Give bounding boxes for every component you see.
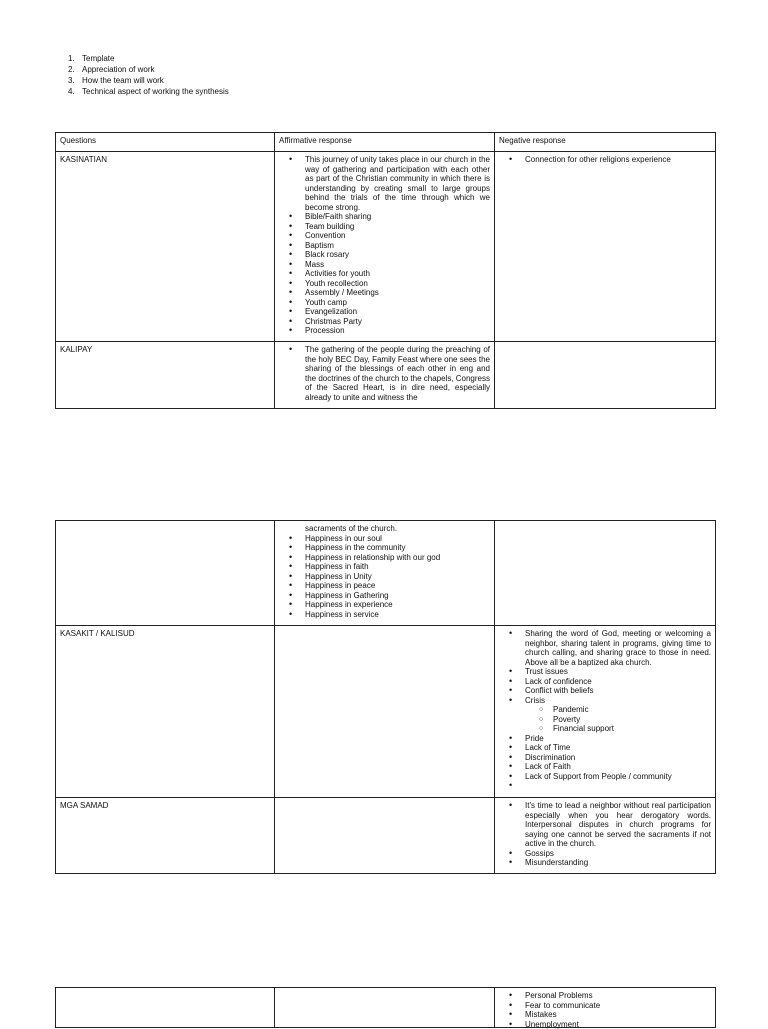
- list-item: • Happiness in experience: [279, 600, 490, 610]
- continuation-text: sacraments of the church.: [279, 524, 490, 534]
- list-item: • Gossips: [499, 849, 711, 859]
- list-item: • Fear to communicate: [499, 1001, 711, 1011]
- list-item: • Unemployment: [499, 1020, 711, 1029]
- row-label: KASAKIT / KALISUD: [56, 626, 275, 798]
- affirmative-list: [279, 155, 490, 336]
- list-item: • Happiness in the community: [279, 543, 490, 553]
- affirmative-list: [279, 534, 490, 620]
- list-item: • Christmas Party: [279, 317, 490, 327]
- row-label: KALIPAY: [56, 342, 275, 409]
- table-row-kalipay: [56, 342, 716, 409]
- table-header-row: [56, 133, 716, 152]
- list-item: • Sharing the word of God, meeting or welcoming a neighbor, sharing talent in programs, giving time to church calling, and sharing grace to those in need. Above all be a baptized aka church.: [499, 629, 711, 667]
- table-row-kasakit: [56, 626, 716, 798]
- negative-list: [499, 155, 711, 165]
- list-item: • Conflict with beliefs: [499, 686, 711, 696]
- list-item: • Lack of Support from People / community: [499, 772, 711, 782]
- negative-cell: [495, 521, 716, 626]
- table-row-kalipay-continued: [56, 521, 716, 626]
- row-label: [56, 521, 275, 626]
- list-item: • Crisis ○ Pandemic ○ Poverty ○ Financial support: [499, 696, 711, 734]
- negative-list: [499, 629, 711, 791]
- list-item: • Activities for youth: [279, 269, 490, 279]
- negative-cell: [495, 988, 716, 1028]
- negative-cell: [495, 342, 716, 409]
- list-item: • Personal Problems: [499, 991, 711, 1001]
- list-item: • Lack of confidence: [499, 677, 711, 687]
- affirmative-cell: [275, 152, 495, 342]
- list-item: • Youth camp: [279, 298, 490, 308]
- list-item: • Lack of Faith: [499, 762, 711, 772]
- sub-list-item: ○ Pandemic: [525, 705, 711, 715]
- list-item: • Convention: [279, 231, 490, 241]
- agenda-item: 1. Template: [68, 53, 229, 64]
- list-item: • Happiness in service: [279, 610, 490, 620]
- negative-list: [499, 801, 711, 868]
- list-item: • Youth recollection: [279, 279, 490, 289]
- negative-cell: [495, 626, 716, 798]
- list-item: • Connection for other religions experience: [499, 155, 711, 165]
- list-item: • Mass: [279, 260, 490, 270]
- affirmative-cell: [275, 988, 495, 1028]
- list-item: • Misunderstanding: [499, 858, 711, 868]
- affirmative-cell: [275, 626, 495, 798]
- list-item: • Team building: [279, 222, 490, 232]
- list-item: • Trust issues: [499, 667, 711, 677]
- row-label: KASINATIAN: [56, 152, 275, 342]
- list-item: • Lack of Time: [499, 743, 711, 753]
- header-affirmative: Affirmative response: [275, 133, 495, 152]
- agenda-item: 3. How the team will work: [68, 75, 229, 86]
- negative-list: [499, 991, 711, 1029]
- header-negative: Negative response: [495, 133, 716, 152]
- affirmative-cell: [275, 342, 495, 409]
- sub-list-item: ○ Financial support: [525, 724, 711, 734]
- negative-cell: [495, 152, 716, 342]
- responses-table-page-1: [55, 132, 716, 409]
- agenda-list: [68, 53, 229, 97]
- list-item: [499, 781, 711, 791]
- list-item: • It's time to lead a neighbor without real participation especially when you hear derogatory words. Interpersonal disputes in church programs for saying one cannot be served the sacraments if not active in the church.: [499, 801, 711, 849]
- list-item: • The gathering of the people during the preaching of the holy BEC Day, Family Feast where one sees the sharing of the blessings of each other in eng and the doctrines of the church to the chapels, Congress of the Sacred Heart, is in dire need, especially already to unite and witness the: [279, 345, 490, 402]
- list-item: • Discrimination: [499, 753, 711, 763]
- affirmative-cell: [275, 521, 495, 626]
- table-row: [56, 988, 716, 1028]
- list-item: • Happiness in Gathering: [279, 591, 490, 601]
- sub-list-item: ○ Poverty: [525, 715, 711, 725]
- responses-table-page-3: [55, 987, 716, 1028]
- list-item: • Evangelization: [279, 307, 490, 317]
- agenda-item: 4. Technical aspect of working the synthesis: [68, 86, 229, 97]
- list-item: • Happiness in faith: [279, 562, 490, 572]
- affirmative-cell: [275, 798, 495, 874]
- list-item: • Bible/Faith sharing: [279, 212, 490, 222]
- row-label: MGA SAMAD: [56, 798, 275, 874]
- list-item: • Assembly / Meetings: [279, 288, 490, 298]
- negative-cell: [495, 798, 716, 874]
- list-item: • Happiness in relationship with our god: [279, 553, 490, 563]
- list-item: • Happiness in Unity: [279, 572, 490, 582]
- row-label: [56, 988, 275, 1028]
- affirmative-list: [279, 345, 490, 402]
- responses-table-page-2: [55, 520, 716, 874]
- header-questions: Questions: [56, 133, 275, 152]
- list-item: • Baptism: [279, 241, 490, 251]
- table-row-samad: [56, 798, 716, 874]
- list-item: • This journey of unity takes place in our church in the way of gathering and participation with each other as part of the Christian community in which there is understanding by creating small to large groups behind the trials of the time through which we become strong.: [279, 155, 490, 212]
- list-item: • Happiness in our soul: [279, 534, 490, 544]
- list-item: • Pride: [499, 734, 711, 744]
- list-item: • Happiness in peace: [279, 581, 490, 591]
- list-item: • Black rosary: [279, 250, 490, 260]
- table-row-kasinatian: [56, 152, 716, 342]
- crisis-sublist: [525, 705, 711, 734]
- list-item: • Procession: [279, 326, 490, 336]
- list-item: • Mistakes: [499, 1010, 711, 1020]
- agenda-item: 2. Appreciation of work: [68, 64, 229, 75]
